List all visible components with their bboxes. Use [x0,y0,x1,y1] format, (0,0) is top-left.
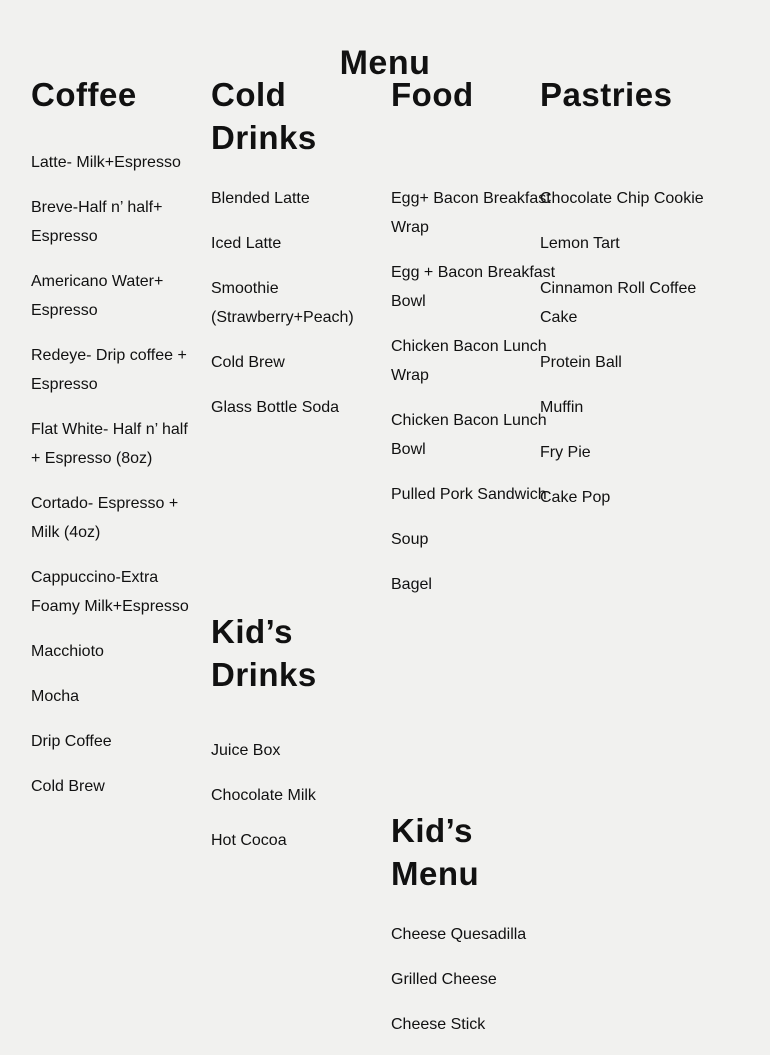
menu-item: Cortado- Espresso + Milk (4oz) [31,495,179,541]
page-title: Menu [339,43,431,82]
menu-item: Cheese Quesadilla [391,926,527,943]
cold-drinks-section [211,73,361,438]
menu-item: Cheese Stick [391,1016,486,1033]
menu-item: Macchioto [31,643,104,660]
menu-item: Blended Latte [211,190,310,207]
kids-menu-list [391,920,561,1039]
menu-item: Cake Pop [540,489,611,506]
food-section [391,73,561,615]
menu-item: Pulled Pork Sandwich [391,486,547,503]
kids-drinks-heading: Kid’s Drinks [211,613,317,693]
menu-item: Cinnamon Roll Coffee Cake [540,280,697,326]
menu-item: Latte- Milk+Espresso [31,154,181,171]
menu-item: Drip Coffee [31,733,112,750]
pastries-section [540,73,710,528]
menu-item: Iced Latte [211,235,282,252]
coffee-heading: Coffee [31,76,137,113]
menu-item: Breve-Half n’ half+ Espresso [31,199,163,245]
coffee-section [31,73,199,817]
menu-item: Mocha [31,688,80,705]
menu-item: Americano Water+ Espresso [31,273,164,319]
pastries-list [540,184,710,512]
kids-drinks-section [211,610,361,871]
menu-item: Hot Cocoa [211,832,287,849]
menu-item: Redeye- Drip coffee + Espresso [31,347,187,393]
kids-drinks-list [211,736,361,855]
menu-item: Egg + Bacon Breakfast Bowl [391,264,556,310]
menu-item: Smoothie (Strawberry+Peach) [211,280,354,326]
kids-menu-heading: Kid’s Menu [391,812,480,892]
menu-item: Chocolate Chip Cookie [540,190,704,207]
menu-item: Fry Pie [540,444,591,461]
menu-item: Grilled Cheese [391,971,497,988]
cold-drinks-list [211,184,361,422]
menu-item: Chicken Bacon Lunch Wrap [391,338,547,384]
coffee-list [31,148,199,801]
cold-drinks-heading: Cold Drinks [211,76,317,156]
kids-menu-section [391,809,561,1055]
menu-item: Chocolate Milk [211,787,316,804]
menu-item: Egg+ Bacon Breakfast Wrap [391,190,551,236]
menu-item: Glass Bottle Soda [211,399,340,416]
pastries-heading: Pastries [540,76,673,113]
menu-item: Cappuccino-Extra Foamy Milk+Espresso [31,569,189,615]
menu-item: Protein Ball [540,354,622,371]
menu-item: Bagel [391,576,432,593]
menu-item: Cold Brew [211,354,285,371]
food-heading: Food [391,76,474,113]
menu-item: Soup [391,531,429,548]
menu-item: Juice Box [211,742,281,759]
menu-item: Muffin [540,399,584,416]
menu-item: Lemon Tart [540,235,620,252]
menu-item: Cold Brew [31,778,105,795]
food-list [391,184,561,599]
menu-item: Flat White- Half n’ half + Espresso (8oz) [31,421,188,467]
menu-item: Chicken Bacon Lunch Bowl [391,412,547,458]
